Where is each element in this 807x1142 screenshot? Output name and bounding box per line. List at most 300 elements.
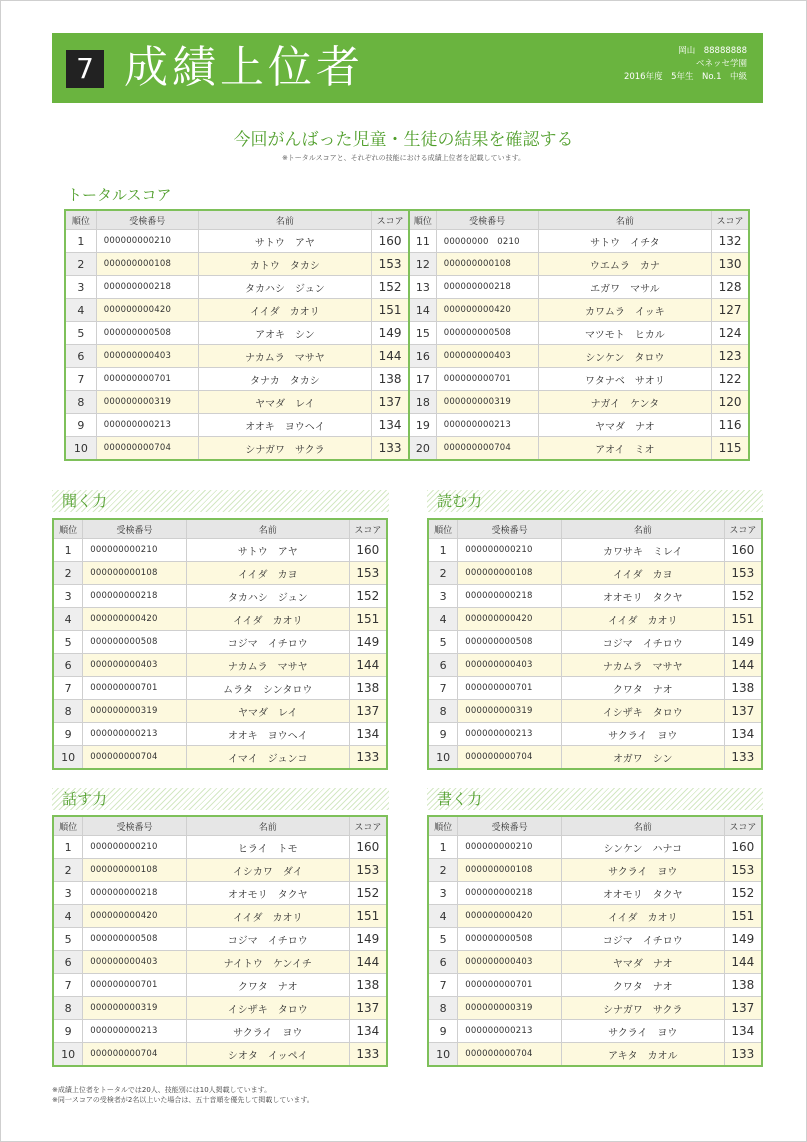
table-row (428, 539, 762, 562)
name-cell: ナイトウ ケンイチ (186, 951, 349, 974)
rank-cell: 9 (428, 723, 458, 746)
column-header-name: 名前 (198, 210, 372, 230)
table-row (428, 928, 762, 951)
name-cell: タカハシ ジュン (186, 585, 349, 608)
section-title-reading: 読む力 (427, 490, 763, 512)
exam-id-cell: 000000000403 (436, 345, 538, 368)
rank-cell: 4 (428, 905, 458, 928)
name-cell: カワムラ イッキ (538, 299, 712, 322)
rank-cell: 8 (53, 997, 83, 1020)
table-row (53, 700, 387, 723)
name-cell: サトウ アヤ (198, 230, 372, 253)
column-header-rank: 順位 (53, 816, 83, 836)
table-row (428, 1020, 762, 1043)
score-cell: 151 (349, 608, 387, 631)
column-header-id: 受検番号 (436, 210, 538, 230)
name-cell: ヤマダ ナオ (538, 414, 712, 437)
rank-cell: 15 (409, 322, 436, 345)
rank-cell: 7 (428, 677, 458, 700)
rank-cell: 13 (409, 276, 436, 299)
name-cell: イシザキ タロウ (186, 997, 349, 1020)
name-cell: シナガワ サクラ (561, 997, 724, 1020)
name-cell: イイダ カオリ (561, 608, 724, 631)
rank-cell: 3 (53, 882, 83, 905)
rank-cell: 10 (53, 1043, 83, 1067)
score-cell: 137 (724, 700, 762, 723)
score-cell: 137 (349, 700, 387, 723)
rank-cell: 3 (428, 882, 458, 905)
table-row (428, 859, 762, 882)
total-score-table (64, 209, 750, 461)
score-cell: 134 (349, 723, 387, 746)
rank-cell: 1 (53, 836, 83, 859)
rank-cell: 3 (65, 276, 96, 299)
name-cell: オオモリ タクヤ (186, 882, 349, 905)
exam-id-cell: 00000000 0210 (436, 230, 538, 253)
table-row (53, 1043, 387, 1067)
rank-cell: 8 (428, 700, 458, 723)
column-header-rank: 順位 (428, 816, 458, 836)
table-row (428, 746, 762, 770)
table-row (53, 905, 387, 928)
score-cell: 152 (724, 585, 762, 608)
exam-id-cell: 000000000218 (436, 276, 538, 299)
score-cell: 149 (372, 322, 409, 345)
name-cell: クワタ ナオ (186, 974, 349, 997)
name-cell: アオキ シン (198, 322, 372, 345)
column-header-name: 名前 (186, 816, 349, 836)
exam-id-cell: 000000000319 (458, 997, 562, 1020)
score-cell: 144 (724, 654, 762, 677)
rank-cell: 5 (53, 631, 83, 654)
score-cell: 138 (724, 974, 762, 997)
table-row (53, 974, 387, 997)
column-header-name: 名前 (561, 816, 724, 836)
table-row (428, 700, 762, 723)
column-header-rank: 順位 (428, 519, 458, 539)
section-title-writing: 書く力 (427, 788, 763, 810)
page-note: ※トータルスコアと、それぞれの技能における成績上位者を記載しています。 (281, 154, 526, 162)
exam-id-cell: 000000000319 (458, 700, 562, 723)
exam-id-cell: 000000000420 (436, 299, 538, 322)
rank-cell: 6 (428, 654, 458, 677)
score-cell: 120 (712, 391, 749, 414)
exam-id-cell: 000000000704 (458, 1043, 562, 1067)
column-header-score: スコア (349, 519, 387, 539)
rank-cell: 10 (428, 1043, 458, 1067)
exam-id-cell: 000000000108 (436, 253, 538, 276)
table-row (65, 414, 749, 437)
header-info-line: ベネッセ学園 (695, 59, 747, 69)
score-cell: 151 (724, 905, 762, 928)
table-row (65, 345, 749, 368)
exam-id-cell: 000000000403 (83, 951, 187, 974)
rank-cell: 3 (428, 585, 458, 608)
table-row (428, 997, 762, 1020)
table-row (428, 905, 762, 928)
rank-cell: 6 (53, 951, 83, 974)
score-cell: 152 (349, 882, 387, 905)
exam-id-cell: 000000000701 (458, 974, 562, 997)
rank-cell: 2 (428, 859, 458, 882)
exam-id-cell: 000000000108 (83, 859, 187, 882)
name-cell: イイダ カヨ (561, 562, 724, 585)
exam-id-cell: 000000000319 (83, 700, 187, 723)
exam-id-cell: 000000000403 (458, 654, 562, 677)
rank-cell: 11 (409, 230, 436, 253)
score-cell: 149 (724, 928, 762, 951)
exam-id-cell: 000000000420 (96, 299, 198, 322)
header-info-line: 岡山 88888888 (678, 46, 747, 56)
score-cell: 144 (349, 654, 387, 677)
column-header-name: 名前 (538, 210, 712, 230)
score-cell: 152 (724, 882, 762, 905)
rank-cell: 5 (65, 322, 96, 345)
name-cell: シナガワ サクラ (198, 437, 372, 461)
score-cell: 133 (349, 1043, 387, 1067)
exam-id-cell: 000000000701 (458, 677, 562, 700)
table-row (428, 654, 762, 677)
rank-cell: 2 (53, 859, 83, 882)
name-cell: ワタナベ サオリ (538, 368, 712, 391)
name-cell: マツモト ヒカル (538, 322, 712, 345)
table-row (53, 631, 387, 654)
score-cell: 134 (724, 1020, 762, 1043)
score-cell: 153 (349, 859, 387, 882)
exam-id-cell: 000000000213 (83, 1020, 187, 1043)
exam-id-cell: 000000000508 (83, 631, 187, 654)
name-cell: タカハシ ジュン (198, 276, 372, 299)
score-cell: 160 (372, 230, 409, 253)
exam-id-cell: 000000000704 (96, 437, 198, 461)
rank-cell: 1 (428, 539, 458, 562)
column-header-id: 受検番号 (458, 816, 562, 836)
table-row (65, 230, 749, 253)
rank-cell: 18 (409, 391, 436, 414)
rank-cell: 17 (409, 368, 436, 391)
exam-id-cell: 000000000213 (96, 414, 198, 437)
name-cell: カワサキ ミレイ (561, 539, 724, 562)
exam-id-cell: 000000000210 (83, 539, 187, 562)
name-cell: オオキ ヨウヘイ (198, 414, 372, 437)
rank-cell: 4 (53, 608, 83, 631)
score-cell: 133 (372, 437, 409, 461)
name-cell: サクライ ヨウ (561, 1020, 724, 1043)
name-cell: イイダ カオリ (186, 905, 349, 928)
table-row (428, 677, 762, 700)
exam-id-cell: 000000000403 (96, 345, 198, 368)
score-cell: 137 (724, 997, 762, 1020)
score-cell: 160 (724, 539, 762, 562)
name-cell: シンケン ハナコ (561, 836, 724, 859)
exam-id-cell: 000000000218 (458, 882, 562, 905)
speaking-table (52, 815, 388, 1067)
score-cell: 138 (349, 677, 387, 700)
exam-id-cell: 000000000218 (83, 882, 187, 905)
table-row (53, 1020, 387, 1043)
table-row (53, 654, 387, 677)
rank-cell: 4 (65, 299, 96, 322)
footer-notes (52, 1085, 314, 1105)
rank-cell: 14 (409, 299, 436, 322)
score-cell: 138 (349, 974, 387, 997)
table-row (65, 368, 749, 391)
rank-cell: 8 (53, 700, 83, 723)
score-cell: 149 (724, 631, 762, 654)
score-cell: 138 (372, 368, 409, 391)
rank-cell: 3 (53, 585, 83, 608)
name-cell: アキタ カオル (561, 1043, 724, 1067)
exam-id-cell: 000000000213 (458, 723, 562, 746)
rank-cell: 4 (53, 905, 83, 928)
table-row (65, 276, 749, 299)
table-row (53, 562, 387, 585)
table-row (428, 608, 762, 631)
name-cell: イイダ カオリ (198, 299, 372, 322)
column-header-id: 受検番号 (83, 519, 187, 539)
table-row (53, 882, 387, 905)
table-row (428, 836, 762, 859)
table-header-row (428, 519, 762, 539)
score-cell: 128 (712, 276, 749, 299)
name-cell: ヤマダ レイ (198, 391, 372, 414)
rank-cell: 5 (428, 631, 458, 654)
table-row (53, 859, 387, 882)
exam-id-cell: 000000000420 (83, 608, 187, 631)
name-cell: サクライ ヨウ (186, 1020, 349, 1043)
exam-id-cell: 000000000108 (96, 253, 198, 276)
column-header-id: 受検番号 (83, 816, 187, 836)
name-cell: コジマ イチロウ (561, 928, 724, 951)
column-header-rank: 順位 (53, 519, 83, 539)
page-header (52, 33, 763, 103)
score-cell: 134 (349, 1020, 387, 1043)
exam-id-cell: 000000000420 (83, 905, 187, 928)
score-cell: 149 (349, 631, 387, 654)
name-cell: サトウ アヤ (186, 539, 349, 562)
name-cell: イシカワ ダイ (186, 859, 349, 882)
exam-id-cell: 000000000210 (83, 836, 187, 859)
name-cell: イシザキ タロウ (561, 700, 724, 723)
exam-id-cell: 000000000213 (458, 1020, 562, 1043)
name-cell: カトウ タカシ (198, 253, 372, 276)
score-cell: 151 (724, 608, 762, 631)
exam-id-cell: 000000000213 (436, 414, 538, 437)
score-cell: 134 (724, 723, 762, 746)
table-row (53, 539, 387, 562)
section-title-speaking: 話す力 (52, 788, 389, 810)
score-cell: 127 (712, 299, 749, 322)
table-row (53, 951, 387, 974)
score-cell: 132 (712, 230, 749, 253)
name-cell: アオイ ミオ (538, 437, 712, 461)
score-cell: 153 (724, 562, 762, 585)
name-cell: エガワ マサル (538, 276, 712, 299)
table-row (428, 882, 762, 905)
name-cell: ナカムラ マサヤ (561, 654, 724, 677)
reading-table (427, 518, 763, 770)
rank-cell: 12 (409, 253, 436, 276)
name-cell: コジマ イチロウ (186, 631, 349, 654)
score-cell: 153 (724, 859, 762, 882)
rank-cell: 9 (428, 1020, 458, 1043)
score-cell: 144 (349, 951, 387, 974)
score-cell: 115 (712, 437, 749, 461)
name-cell: ナガイ ケンタ (538, 391, 712, 414)
section-title-total: トータルスコア (67, 186, 172, 204)
table-row (65, 322, 749, 345)
column-header-score: スコア (724, 519, 762, 539)
exam-id-cell: 000000000108 (458, 859, 562, 882)
name-cell: ウエムラ カナ (538, 253, 712, 276)
rank-cell: 7 (65, 368, 96, 391)
exam-id-cell: 000000000420 (458, 905, 562, 928)
name-cell: オオモリ タクヤ (561, 882, 724, 905)
header-info-line: 2016年度 5年生 No.1 中級 (623, 72, 747, 82)
exam-id-cell: 000000000508 (83, 928, 187, 951)
rank-cell: 2 (53, 562, 83, 585)
exam-id-cell: 000000000108 (83, 562, 187, 585)
name-cell: イイダ カオリ (561, 905, 724, 928)
rank-cell: 5 (53, 928, 83, 951)
exam-id-cell: 000000000218 (96, 276, 198, 299)
column-header-rank: 順位 (65, 210, 96, 230)
name-cell: シンケン タロウ (538, 345, 712, 368)
score-cell: 122 (712, 368, 749, 391)
exam-id-cell: 000000000701 (436, 368, 538, 391)
column-header-rank: 順位 (409, 210, 436, 230)
name-cell: イイダ カオリ (186, 608, 349, 631)
exam-id-cell: 000000000704 (458, 746, 562, 770)
table-row (428, 974, 762, 997)
column-header-score: スコア (372, 210, 409, 230)
table-row (53, 677, 387, 700)
name-cell: クワタ ナオ (561, 677, 724, 700)
score-cell: 160 (349, 836, 387, 859)
exam-id-cell: 000000000420 (458, 608, 562, 631)
score-cell: 153 (349, 562, 387, 585)
section-title-listening: 聞く力 (52, 490, 389, 512)
score-cell: 160 (349, 539, 387, 562)
score-cell: 138 (724, 677, 762, 700)
exam-id-cell: 000000000701 (96, 368, 198, 391)
name-cell: ナカムラ マサヤ (198, 345, 372, 368)
score-cell: 149 (349, 928, 387, 951)
footer-note: ※同一スコアの受検者が2名以上いた場合は、五十音順を優先して掲載しています。 (52, 1096, 314, 1104)
rank-cell: 2 (65, 253, 96, 276)
exam-id-cell: 000000000213 (83, 723, 187, 746)
score-cell: 152 (372, 276, 409, 299)
exam-id-cell: 000000000319 (436, 391, 538, 414)
rank-cell: 1 (65, 230, 96, 253)
table-row (53, 746, 387, 770)
exam-id-cell: 000000000704 (83, 1043, 187, 1067)
section-number-badge: 7 (66, 50, 104, 88)
rank-cell: 6 (65, 345, 96, 368)
table-row (53, 585, 387, 608)
table-header-row (53, 519, 387, 539)
table-header-row (65, 210, 749, 230)
table-row (428, 723, 762, 746)
score-cell: 153 (372, 253, 409, 276)
rank-cell: 2 (428, 562, 458, 585)
table-row (53, 997, 387, 1020)
name-cell: シオタ イッペイ (186, 1043, 349, 1067)
name-cell: サクライ ヨウ (561, 723, 724, 746)
exam-id-cell: 000000000508 (96, 322, 198, 345)
score-cell: 137 (372, 391, 409, 414)
score-cell: 152 (349, 585, 387, 608)
rank-cell: 19 (409, 414, 436, 437)
rank-cell: 10 (53, 746, 83, 770)
score-cell: 151 (349, 905, 387, 928)
table-row (65, 253, 749, 276)
rank-cell: 16 (409, 345, 436, 368)
name-cell: コジマ イチロウ (561, 631, 724, 654)
rank-cell: 9 (53, 1020, 83, 1043)
writing-table (427, 815, 763, 1067)
header-info (624, 45, 747, 84)
score-cell: 151 (372, 299, 409, 322)
exam-id-cell: 000000000210 (458, 539, 562, 562)
column-header-name: 名前 (186, 519, 349, 539)
score-cell: 124 (712, 322, 749, 345)
table-row (428, 1043, 762, 1067)
column-header-id: 受検番号 (96, 210, 198, 230)
rank-cell: 6 (428, 951, 458, 974)
rank-cell: 10 (428, 746, 458, 770)
table-row (65, 437, 749, 461)
name-cell: サクライ ヨウ (561, 859, 724, 882)
score-cell: 137 (349, 997, 387, 1020)
rank-cell: 20 (409, 437, 436, 461)
name-cell: オガワ シン (561, 746, 724, 770)
name-cell: コジマ イチロウ (186, 928, 349, 951)
rank-cell: 1 (428, 836, 458, 859)
name-cell: ムラタ シンタロウ (186, 677, 349, 700)
score-cell: 144 (724, 951, 762, 974)
exam-id-cell: 000000000319 (96, 391, 198, 414)
score-cell: 160 (724, 836, 762, 859)
table-header-row (428, 816, 762, 836)
rank-cell: 4 (428, 608, 458, 631)
name-cell: ナカムラ マサヤ (186, 654, 349, 677)
rank-cell: 5 (428, 928, 458, 951)
table-row (53, 836, 387, 859)
name-cell: ヒライ トモ (186, 836, 349, 859)
name-cell: タナカ タカシ (198, 368, 372, 391)
rank-cell: 9 (65, 414, 96, 437)
column-header-score: スコア (712, 210, 749, 230)
column-header-score: スコア (349, 816, 387, 836)
score-cell: 123 (712, 345, 749, 368)
table-row (428, 951, 762, 974)
name-cell: ヤマダ レイ (186, 700, 349, 723)
rank-cell: 1 (53, 539, 83, 562)
page-title: 成績上位者 (124, 42, 364, 93)
name-cell: サトウ イチタ (538, 230, 712, 253)
score-cell: 133 (724, 1043, 762, 1067)
rank-cell: 8 (65, 391, 96, 414)
score-cell: 116 (712, 414, 749, 437)
rank-cell: 7 (53, 974, 83, 997)
listening-table (52, 518, 388, 770)
exam-id-cell: 000000000403 (458, 951, 562, 974)
exam-id-cell: 000000000210 (458, 836, 562, 859)
table-row (65, 299, 749, 322)
name-cell: イマイ ジュンコ (186, 746, 349, 770)
exam-id-cell: 000000000508 (436, 322, 538, 345)
